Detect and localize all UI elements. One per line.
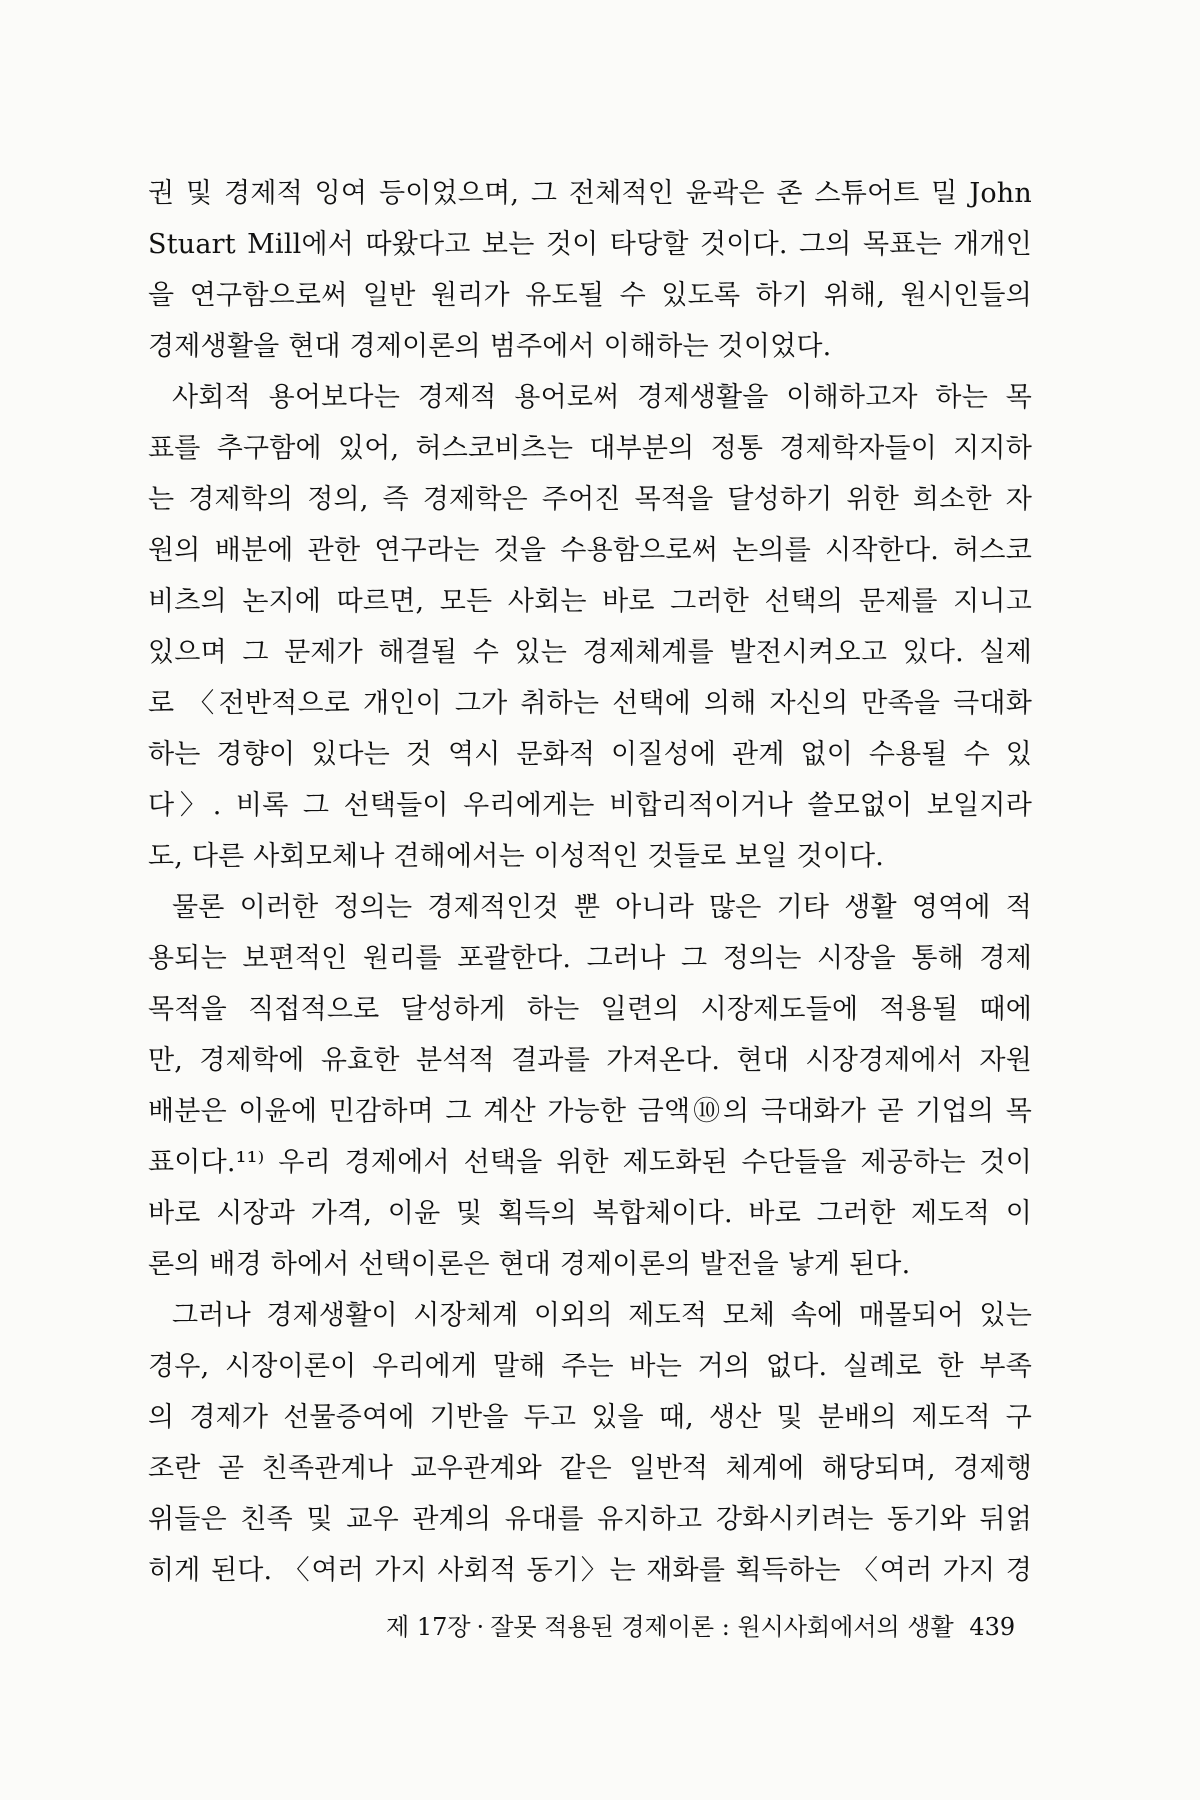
page-footer: [386, 1607, 1046, 1647]
text-line: 원의 배분에 관한 연구라는 것을 수용함으로써 논의를 시작한다. 허스코: [148, 535, 1032, 566]
page-number: 439: [969, 1613, 1016, 1641]
text-line: 배분은 이윤에 민감하며 그 계산 가능한 금액⑩의 극대화가 곧 기업의 목: [148, 1096, 1032, 1127]
text-line: 물론 이러한 정의는 경제적인것 뿐 아니라 많은 기타 생활 영역에 적: [172, 892, 1032, 923]
text-line: 의 경제가 선물증여에 기반을 두고 있을 때, 생산 및 분배의 제도적 구: [148, 1402, 1032, 1433]
text-line: 론의 배경 하에서 선택이론은 현대 경제이론의 발전을 낳게 된다.: [148, 1249, 911, 1280]
text-line: 로 〈전반적으로 개인이 그가 취하는 선택에 의해 자신의 만족을 극대화: [148, 688, 1032, 719]
text-line: 용되는 보편적인 원리를 포괄한다. 그러나 그 정의는 시장을 통해 경제: [148, 943, 1032, 974]
footer-separator: ·: [476, 1613, 485, 1641]
text-line: 조란 곧 친족관계나 교우관계와 같은 일반적 체계에 해당되며, 경제행: [148, 1453, 1032, 1484]
text-line: 권 및 경제적 잉여 등이었으며, 그 전체적인 윤곽은 존 스튜어트 밀 John: [148, 178, 1032, 209]
footer-title: 잘못 적용된 경제이론 : 원시사회에서의 생활: [490, 1613, 954, 1641]
text-line: 도, 다른 사회모체나 견해에서는 이성적인 것들로 보일 것이다.: [148, 841, 885, 872]
text-line: 하는 경향이 있다는 것 역시 문화적 이질성에 관계 없이 수용될 수 있: [148, 739, 1032, 770]
text-line: 위들은 친족 및 교우 관계의 유대를 유지하고 강화시키려는 동기와 뒤얽: [148, 1504, 1032, 1535]
body-text: [148, 168, 1032, 1596]
text-line: 표이다.¹¹⁾ 우리 경제에서 선택을 위한 제도화된 수단들을 제공하는 것이: [148, 1147, 1032, 1178]
text-line: 는 경제학의 정의, 즉 경제학은 주어진 목적을 달성하기 위한 희소한 자: [148, 484, 1032, 515]
text-line: 만, 경제학에 유효한 분석적 결과를 가져온다. 현대 시장경제에서 자원: [148, 1045, 1032, 1076]
text-line: 있으며 그 문제가 해결될 수 있는 경제체계를 발전시켜오고 있다. 실제: [148, 637, 1032, 668]
footer-chapter: 제 17장: [386, 1613, 471, 1641]
text-line: 경우, 시장이론이 우리에게 말해 주는 바는 거의 없다. 실례로 한 부족: [148, 1351, 1032, 1382]
text-line: 표를 추구함에 있어, 허스코비츠는 대부분의 정통 경제학자들이 지지하: [148, 433, 1032, 464]
text-line: 목적을 직접적으로 달성하게 하는 일련의 시장제도들에 적용될 때에: [148, 994, 1032, 1025]
text-line: 경제생활을 현대 경제이론의 범주에서 이해하는 것이었다.: [148, 331, 832, 362]
text-line: 사회적 용어보다는 경제적 용어로써 경제생활을 이해하고자 하는 목: [172, 382, 1032, 413]
text-line: 비츠의 논지에 따르면, 모든 사회는 바로 그러한 선택의 문제를 지니고: [148, 586, 1032, 617]
text-line: 바로 시장과 가격, 이윤 및 획득의 복합체이다. 바로 그러한 제도적 이: [148, 1198, 1032, 1229]
text-line: 그러나 경제생활이 시장체계 이외의 제도적 모체 속에 매몰되어 있는: [172, 1300, 1032, 1331]
text-line: 히게 된다. 〈여러 가지 사회적 동기〉는 재화를 획득하는 〈여러 가지 경: [148, 1555, 1032, 1586]
text-line: Stuart Mill에서 따왔다고 보는 것이 타당할 것이다. 그의 목표는 개개인: [148, 229, 1032, 260]
text-line: 을 연구함으로써 일반 원리가 유도될 수 있도록 하기 위해, 원시인들의: [148, 280, 1032, 311]
text-line: 다〉. 비록 그 선택들이 우리에게는 비합리적이거나 쓸모없이 보일지라: [148, 790, 1032, 821]
